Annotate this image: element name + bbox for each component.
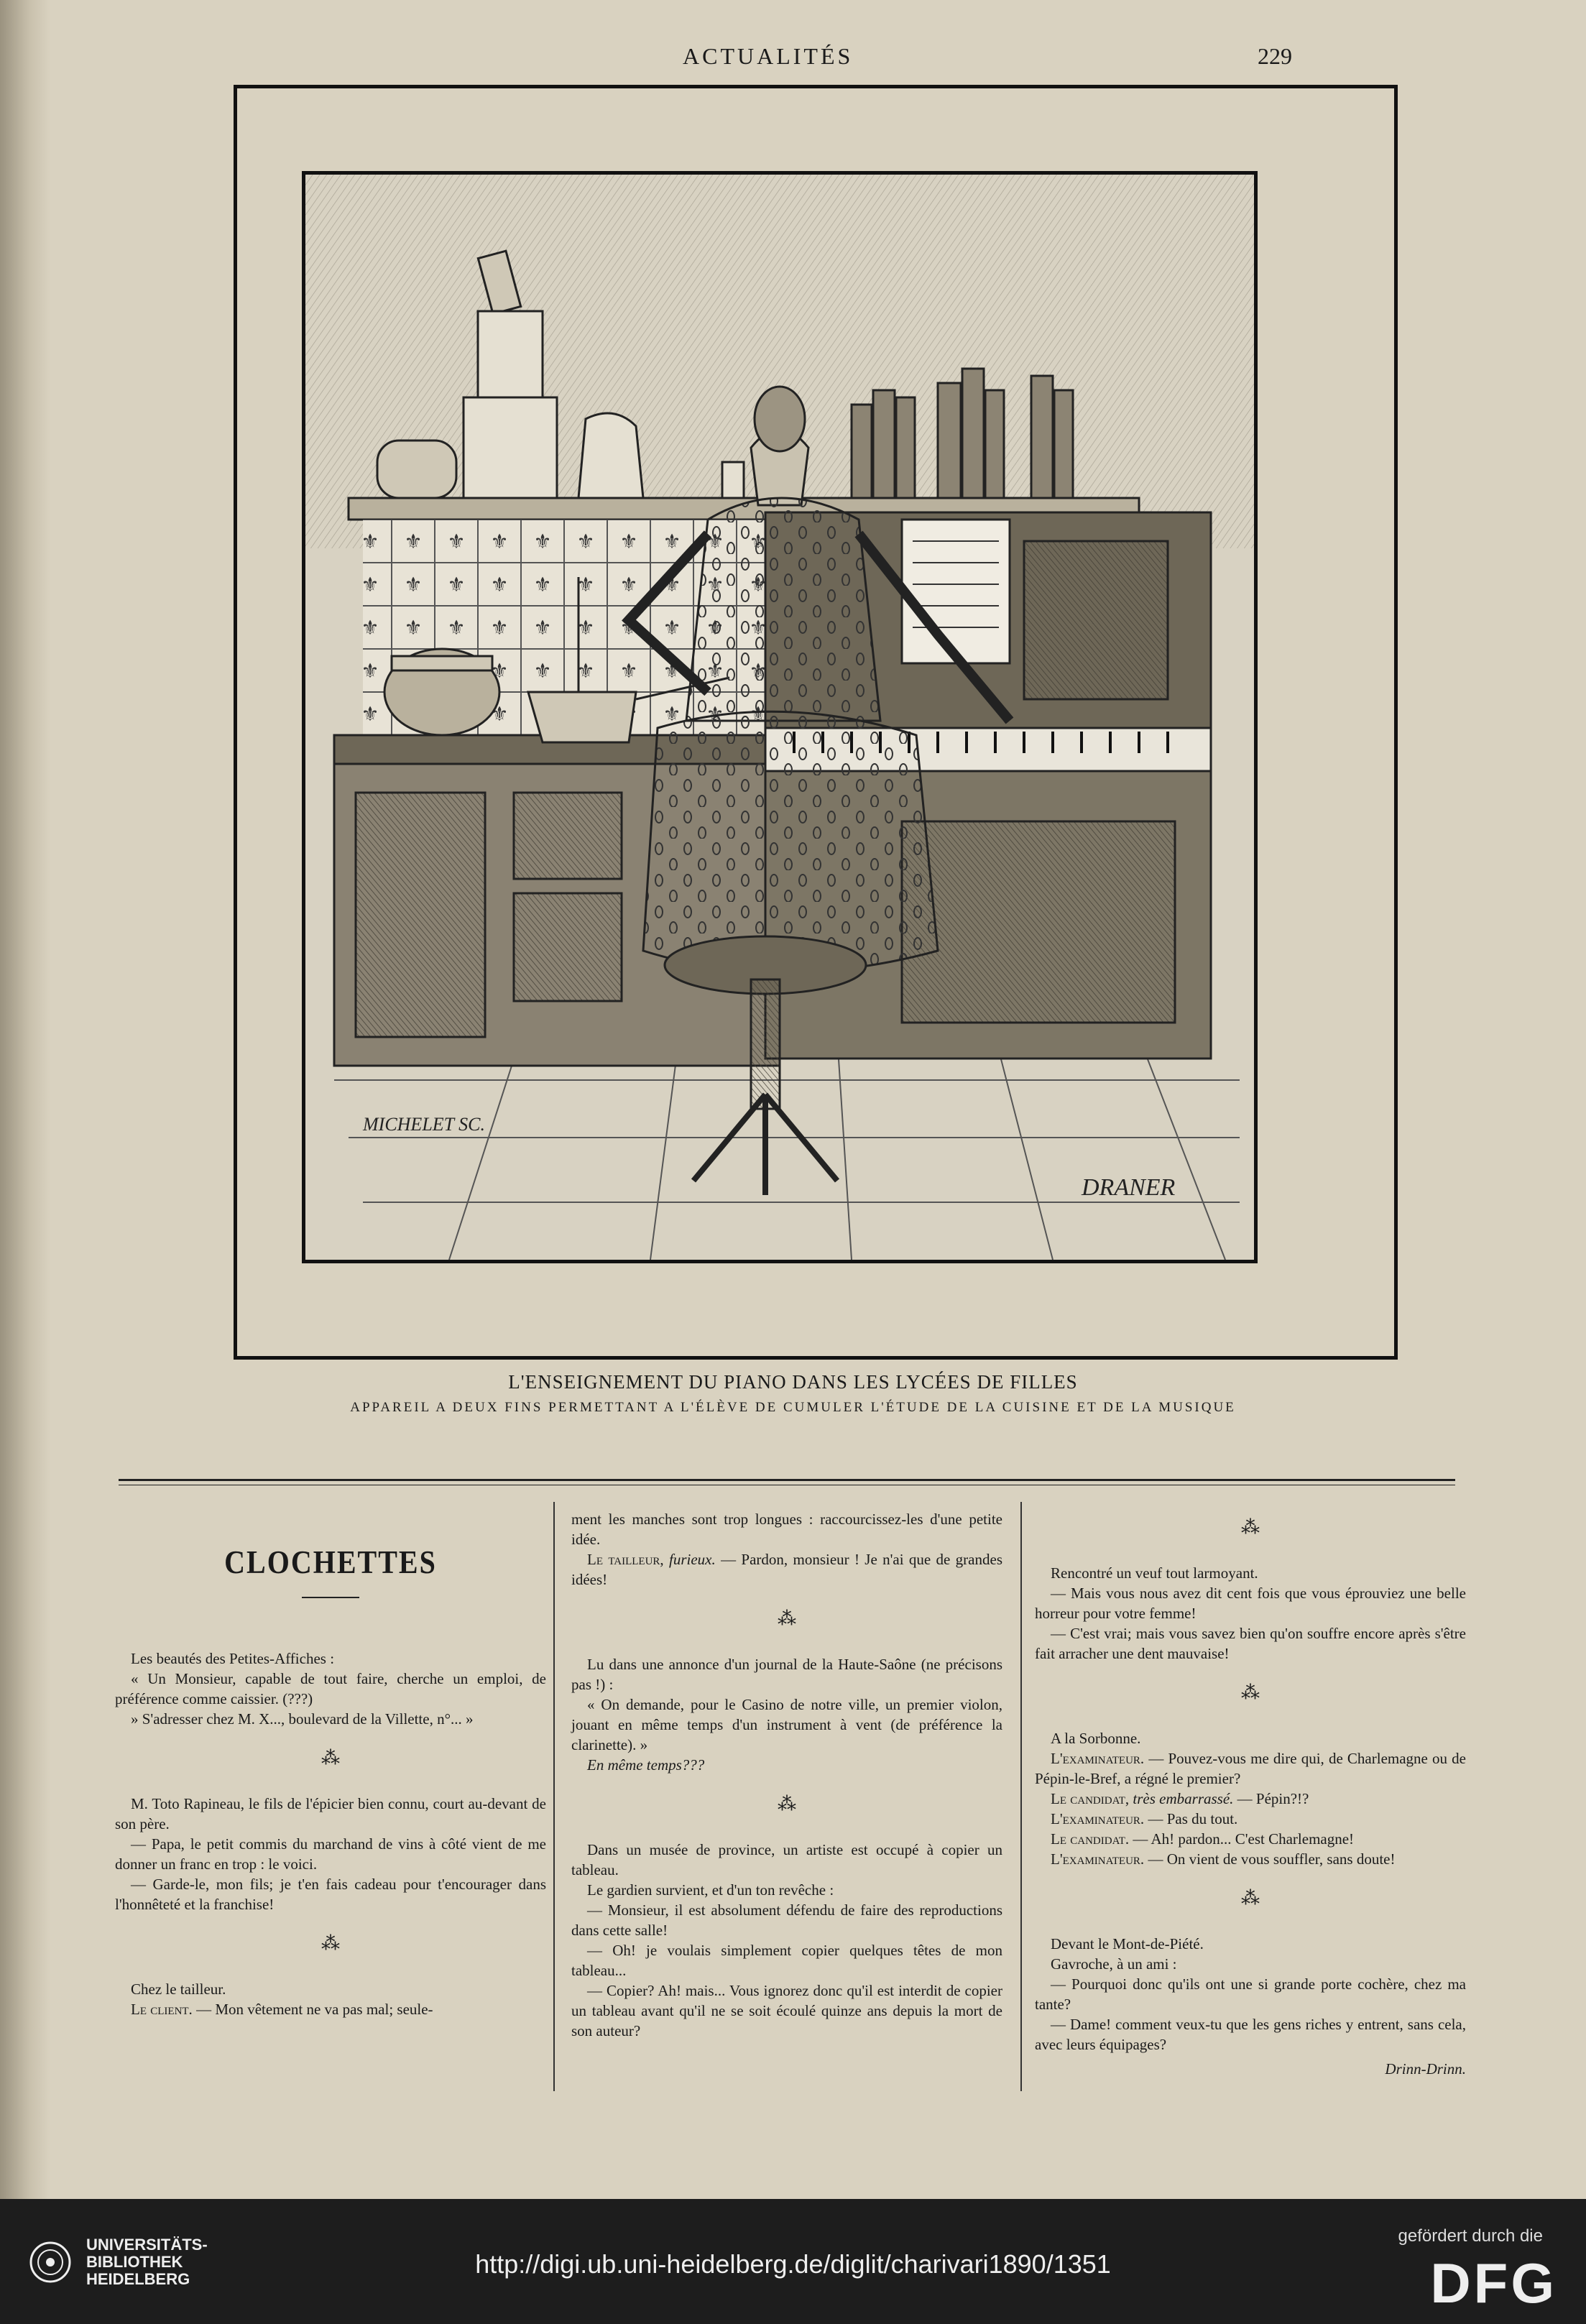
paragraph: A la Sorbonne. [1051,1730,1141,1747]
paragraph: Lu dans une annonce d'un journal de la Haute-Saône (ne précisons pas !) : [571,1656,1002,1693]
author-signature: Drinn-Drinn. [1385,2060,1466,2078]
column-3 [1035,1498,1466,2079]
paragraph: M. Toto Rapineau, le fils de l'épicier bien connu, court au-devant de son père. [115,1795,546,1832]
running-head-title: ACTUALITÉS [683,43,854,69]
section-rule-top [119,1479,1455,1481]
column-divider [1020,1502,1022,2091]
paragraph: — Garde-le, mon fils; je t'en fais cadeau pour t'encourager dans l'honnêteté et la franchise! [115,1876,546,1913]
illustration [302,171,1258,1263]
paragraph: Le gardien survient, et d'un ton revêche : [587,1881,834,1899]
asterism: ⁂ [778,1794,796,1815]
funded-by-label: gefördert durch die [1398,2226,1543,2246]
caption-subtitle: APPAREIL A DEUX FINS PERMETTANT A L'ÉLÈVE DE CUMULER L'ÉTUDE DE LA CUISINE ET DE LA MUSIQUE [350,1400,1236,1415]
asterism: ⁂ [778,1608,796,1629]
paragraph: Le tailleur, furieux. — Pardon, monsieur ! Je n'ai que de grandes idées! [571,1551,1002,1588]
paragraph: L'examinateur. — Pouvez-vous me dire qui, de Charlemagne ou de Pépin-le-Bref, a régné le premier? [1035,1750,1466,1787]
speaker: Le tailleur, [587,1551,664,1568]
column-divider [553,1502,555,2091]
paragraph: Gavroche, à un ami : [1051,1955,1177,1973]
column-1 [115,1502,546,2019]
paragraph: « Un Monsieur, capable de tout faire, cherche un emploi, de préférence comme caissier. (???) [115,1670,546,1707]
caption-title: L'ENSEIGNEMENT DU PIANO DANS LES LYCÉES DE FILLES [508,1371,1078,1393]
paragraph: — Copier? Ah! mais... Vous ignorez donc qu'il est interdit de copier un tableau avant qu'il ne se soit écoulé quinze ans depuis la mort de son auteur? [571,1982,1002,2039]
paragraph: Le candidat. — Ah! pardon... C'est Charlemagne! [1051,1830,1355,1848]
dfg-logo: DFG [1430,2251,1557,2315]
paragraph: — Oh! je voulais simplement copier quelques têtes de mon tableau... [571,1942,1002,1979]
library-name: UNIVERSITÄTS- BIBLIOTHEK HEIDELBERG [86,2236,208,2288]
paragraph: Rencontré un veuf tout larmoyant. [1051,1564,1258,1582]
speaker: Le candidat, [1051,1790,1130,1807]
paragraph: — Monsieur, il est absolument défendu de faire des reproductions dans cette salle! [571,1901,1002,1939]
paragraph: — C'est vrai; mais vous savez bien qu'on souffre encore après s'être fait arracher une dent mauvaise! [1035,1625,1466,1662]
speaker: L'examinateur. [1051,1850,1145,1868]
speaker: L'examinateur. [1051,1750,1145,1767]
paragraph: — Mais vous nous avez dit cent fois que vous éprouviez une belle horreur pour votre femme! [1035,1585,1466,1622]
paragraph: ment les manches sont trop longues : raccourcissez-les d'une petite idée. [571,1511,1002,1548]
paragraph: Les beautés des Petites-Affiches : [131,1650,335,1667]
speaker: Le client. [131,2001,193,2018]
paragraph: L'examinateur. — Pas du tout. [1051,1810,1238,1827]
artist-signature: DRANER [1082,1174,1176,1201]
paragraph: — Dame! comment veux-tu que les gens riches y entrent, sans cela, avec leurs équipages? [1035,2016,1466,2053]
asterism: ⁂ [321,1748,340,1769]
engraver-signature: MICHELET SC. [363,1114,485,1135]
paragraph: En même temps??? [587,1756,705,1774]
paragraph: Chez le tailleur. [131,1981,226,1998]
column-2 [571,1509,1002,2041]
running-head [0,43,1586,72]
paragraph: Devant le Mont-de-Piété. [1051,1935,1204,1952]
paragraph: L'examinateur. — On vient de vous souffler, sans doute! [1051,1850,1396,1868]
paragraph: Le client. — Mon vêtement ne va pas mal; seule- [131,2001,433,2018]
section-title: CLOCHETTES [224,1543,437,1581]
paragraph: « On demande, pour le Casino de notre ville, un premier violon, jouant en même temps d'un instrument à vent (de préférence la clarinette). » [571,1696,1002,1753]
asterism: ⁂ [1241,1517,1260,1538]
asterism: ⁂ [1241,1682,1260,1703]
paragraph: Dans un musée de province, un artiste est occupé à copier un tableau. [571,1841,1002,1878]
engraving-drawing [305,175,1254,1260]
paragraph: Le candidat, très embarrassé. — Pépin?!? [1051,1790,1309,1807]
speaker: Le candidat. [1051,1830,1130,1848]
asterism: ⁂ [321,1933,340,1954]
title-rule [302,1597,359,1598]
paragraph: » S'adresser chez M. X..., boulevard de la Villette, n°... » [131,1710,474,1728]
paragraph: — Pourquoi donc qu'ils ont une si grande porte cochère, chez ma tante? [1035,1975,1466,2013]
footer-bar [0,2199,1586,2324]
page-number: 229 [1258,43,1292,69]
speaker: L'examinateur. [1051,1810,1145,1827]
source-url-link[interactable]: http://digi.ub.uni-heidelberg.de/diglit/charivari1890/1351 [475,2249,1111,2279]
paragraph: — Papa, le petit commis du marchand de vins à côté vient de me donner un franc en trop : le voici. [115,1835,546,1873]
asterism: ⁂ [1241,1888,1260,1909]
